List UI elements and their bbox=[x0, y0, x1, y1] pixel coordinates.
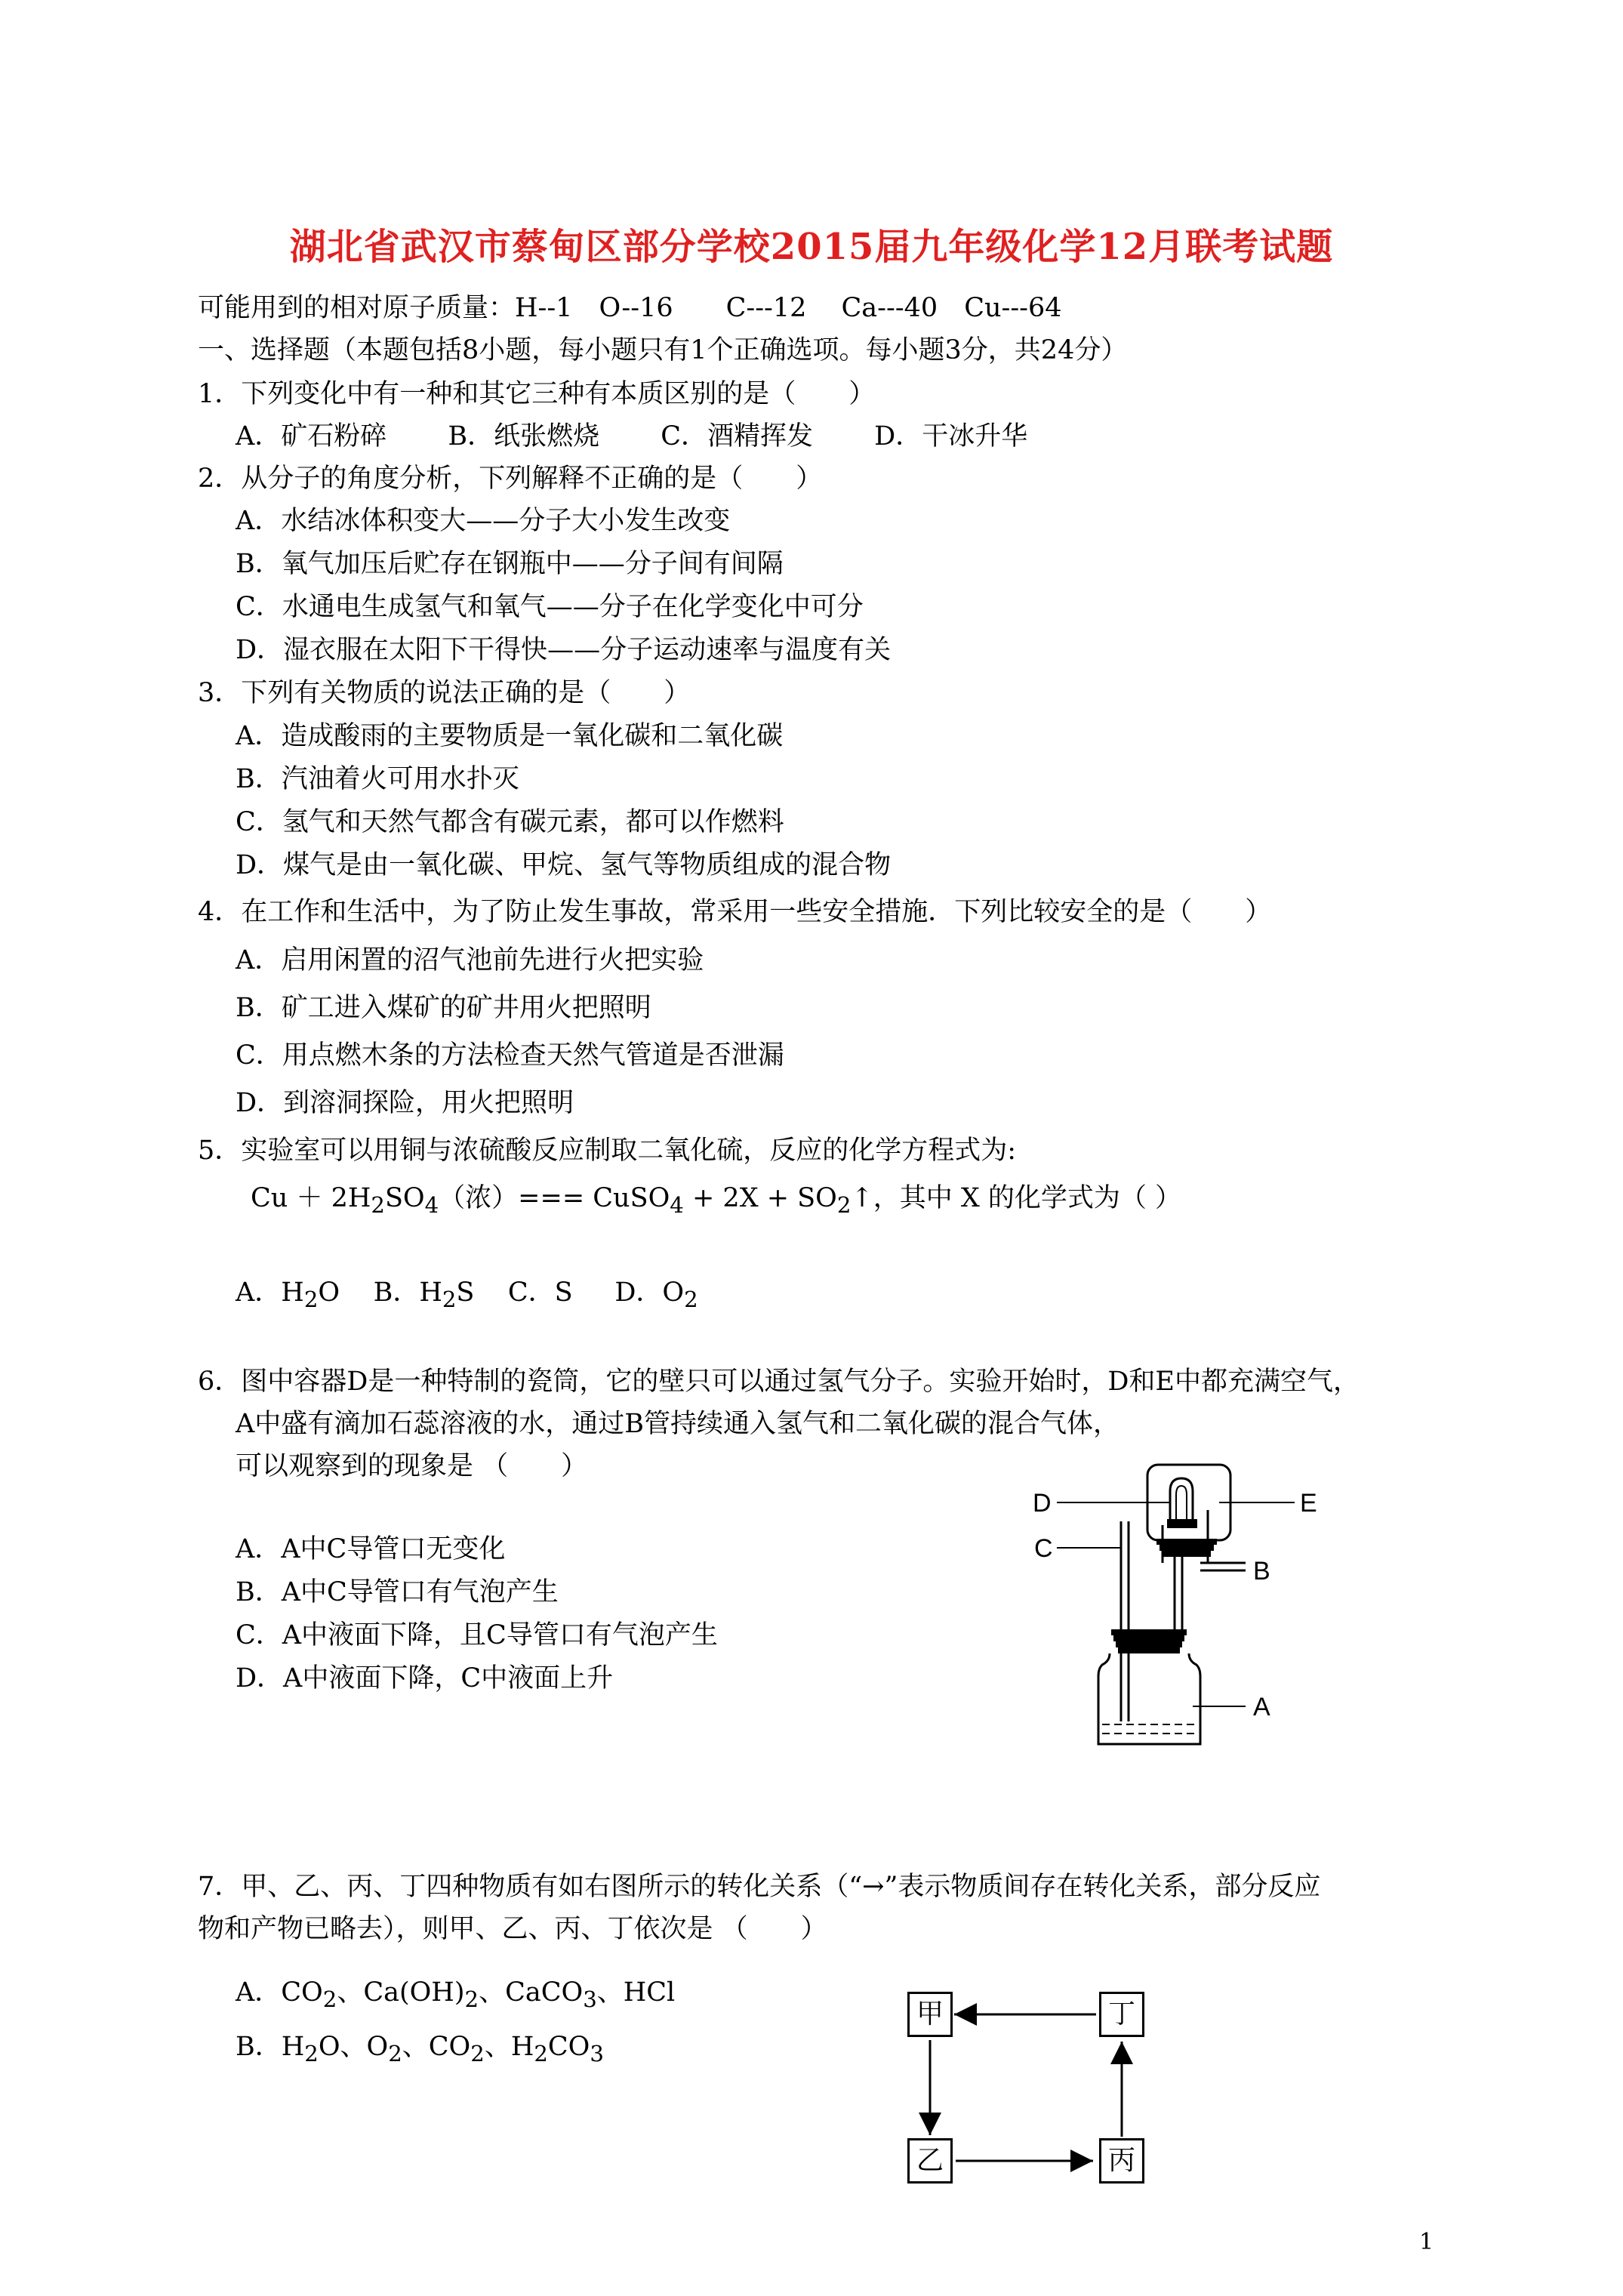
eq-part: Cu ＋ 2H bbox=[251, 1183, 371, 1213]
label-d: D bbox=[1033, 1489, 1052, 1518]
eq-part: SO bbox=[384, 1183, 425, 1213]
question-6-stem-line2: A中盛有滴加石蕊溶液的水，通过B管持续通入氢气和二氧化碳的混合气体， bbox=[236, 1409, 1119, 1439]
question-5-equation bbox=[251, 1182, 1181, 1222]
subscript: 2 bbox=[371, 1192, 385, 1218]
box-jia: 甲 bbox=[907, 1992, 953, 2037]
question-2-option-b: B．氧气加压后贮存在钢瓶中——分子间有间隔 bbox=[236, 549, 784, 579]
stopper bbox=[1156, 1539, 1217, 1545]
question-4-option-c: C．用点燃木条的方法检查天然气管道是否泄漏 bbox=[236, 1040, 784, 1071]
eq-part: + 2X + SO bbox=[683, 1183, 837, 1213]
question-6-option-c: C．A中液面下降，且C导管口有气泡产生 bbox=[236, 1620, 718, 1650]
eq-part: （浓）=== CuSO bbox=[439, 1183, 670, 1213]
box-yi: 乙 bbox=[907, 2138, 953, 2184]
apparatus-diagram bbox=[1027, 1450, 1344, 1752]
question-6-stem-line3: 可以观察到的现象是 （ ） bbox=[236, 1451, 588, 1481]
question-3-option-d: D．煤气是由一氧化碳、甲烷、氢气等物质组成的混合物 bbox=[236, 850, 892, 880]
option-c: C．S bbox=[507, 1277, 573, 1308]
question-6-stem-line1: 6．图中容器D是一种特制的瓷筒，它的壁只可以通过氢气分子。实验开始时，D和E中都充满空气， bbox=[198, 1367, 1360, 1397]
question-3-option-b: B．汽油着火可用水扑灭 bbox=[236, 764, 519, 794]
label-a: A bbox=[1253, 1693, 1270, 1721]
page-number: 1 bbox=[1419, 2229, 1434, 2255]
option-b: B．$H_2S$ bbox=[373, 1277, 475, 1312]
question-2-option-d: D．湿衣服在太阳下干得快——分子运动速率与温度有关 bbox=[236, 635, 892, 665]
question-6-option-b: B．A中C导管口有气泡产生 bbox=[236, 1577, 559, 1607]
label-b: B bbox=[1253, 1557, 1270, 1586]
question-2-stem: 2．从分子的角度分析，下列解释不正确的是（ ） bbox=[198, 464, 823, 494]
question-2-option-a: A．水结冰体积变大——分子大小发生改变 bbox=[236, 506, 731, 536]
section-heading: 一、选择题（本题包括8小题，每小题只有1个正确选项。每小题3分，共24分） bbox=[198, 335, 1128, 365]
question-7-option-b: B．$H_2O$、$O_2$、$CO_2$、$H_2CO_3$ bbox=[236, 2032, 604, 2066]
eq-part: ↑，其中 X 的化学式为（ ） bbox=[851, 1183, 1182, 1213]
question-6-option-a: A．A中C导管口无变化 bbox=[236, 1534, 506, 1564]
question-7-stem-line1: 7．甲、乙、丙、丁四种物质有如右图所示的转化关系（“→”表示物质间存在转化关系，部分反应 bbox=[198, 1872, 1321, 1902]
question-3-option-c: C．氢气和天然气都含有碳元素，都可以作燃料 bbox=[236, 807, 784, 837]
page-title: 湖北省武汉市蔡甸区部分学校2015届九年级化学12月联考试题 bbox=[289, 226, 1334, 268]
question-6-option-d: D．A中液面下降，C中液面上升 bbox=[236, 1663, 614, 1693]
question-1-options: A．矿石粉碎 B．纸张燃烧 C．酒精挥发 D．干冰升华 bbox=[236, 421, 1028, 451]
question-4-option-b: B．矿工进入煤矿的矿井用火把照明 bbox=[236, 993, 651, 1023]
label-c: C bbox=[1034, 1534, 1053, 1563]
subscript: 4 bbox=[670, 1192, 684, 1218]
question-5-stem: 5．实验室可以用铜与浓硫酸反应制取二氧化硫，反应的化学方程式为: bbox=[198, 1136, 1017, 1166]
atomic-masses: 可能用到的相对原子质量：H--1 O--16 C---12 Ca---40 Cu---64 bbox=[198, 293, 1062, 323]
question-1-stem: 1．下列变化中有一种和其它三种有本质区别的是（ ） bbox=[198, 379, 876, 409]
question-5-options bbox=[236, 1276, 698, 1316]
box-bing: 丙 bbox=[1099, 2138, 1144, 2184]
question-4-option-d: D．到溶洞探险，用火把照明 bbox=[236, 1088, 574, 1118]
question-3-option-a: A．造成酸雨的主要物质是一氧化碳和二氧化碳 bbox=[236, 721, 784, 751]
option-a: A．$H_2O$ bbox=[236, 1277, 340, 1312]
subscript: 4 bbox=[424, 1192, 439, 1218]
porous-cup-d bbox=[1170, 1478, 1193, 1521]
question-7-stem-line2: 物和产物已略去），则甲、乙、丙、丁依次是 （ ） bbox=[198, 1914, 827, 1944]
label-e: E bbox=[1300, 1489, 1317, 1518]
question-4-stem: 4．在工作和生活中，为了防止发生事故，常采用一些安全措施．下列比较安全的是（ ） bbox=[198, 897, 1272, 927]
question-7-option-a: A．$CO_2$、$Ca(OH)_2$、CaCO$_3$、HCl bbox=[236, 1977, 676, 2012]
bottle-a bbox=[1098, 1653, 1200, 1744]
subscript: 2 bbox=[836, 1192, 852, 1218]
question-2-option-c: C．水通电生成氢气和氧气——分子在化学变化中可分 bbox=[236, 592, 864, 622]
option-d: D．$O_2$ bbox=[614, 1277, 698, 1312]
box-ding: 丁 bbox=[1099, 1992, 1144, 2037]
question-3-stem: 3．下列有关物质的说法正确的是（ ） bbox=[198, 678, 691, 708]
question-4-option-a: A．启用闲置的沼气池前先进行火把实验 bbox=[236, 945, 704, 975]
